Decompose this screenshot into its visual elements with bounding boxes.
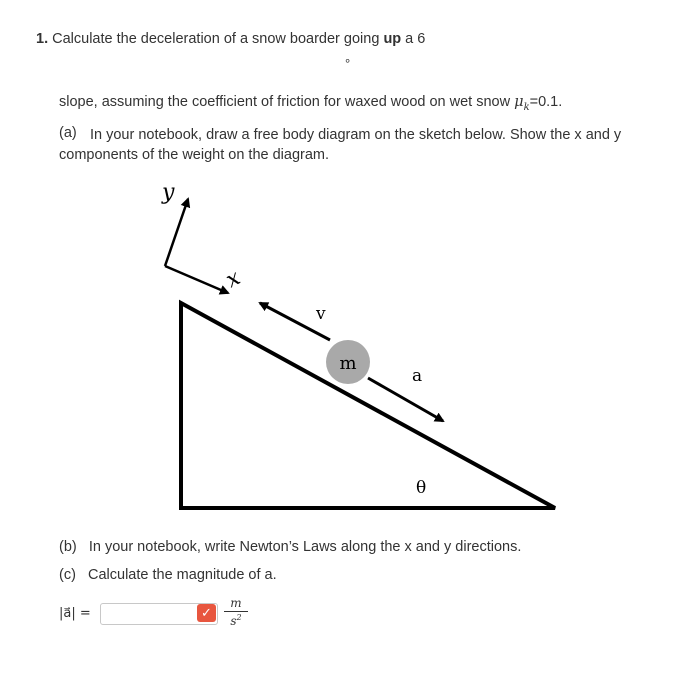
incline-diagram: [150, 175, 570, 520]
x-axis-label: x: [221, 265, 245, 294]
part-a-text: [59, 125, 659, 165]
question-number: 1.: [36, 31, 49, 47]
question-line-1: [36, 31, 425, 47]
mass-label: m: [339, 353, 357, 374]
mu-symbol: μ: [514, 94, 524, 110]
answer-label: |a⃗| =: [59, 606, 91, 621]
part-c-text: Calculate the magnitude of a.: [88, 567, 277, 583]
part-c: [59, 567, 277, 583]
question-text-1-end: a 6: [401, 31, 426, 47]
velocity-label: v: [316, 304, 326, 324]
angle-label: θ: [416, 478, 427, 498]
incline-triangle: [181, 303, 555, 508]
acceleration-arrow: [368, 378, 443, 421]
unit-denominator-base: s: [230, 614, 237, 628]
part-b-text: In your notebook, write Newton’s Laws along the x and y directions.: [88, 539, 522, 555]
mu-subscript: k: [523, 102, 530, 113]
unit-denominator: [224, 612, 248, 628]
part-c-label: (c): [59, 567, 76, 583]
question-bold-word: up: [383, 31, 402, 47]
question-text-1: Calculate the deceleration of a snow boarder going: [52, 31, 384, 47]
x-axis-arrow: [165, 266, 228, 293]
part-a-label: (a): [59, 125, 77, 141]
y-axis-arrow: [165, 199, 188, 266]
acceleration-label: a: [412, 366, 423, 386]
mu-value: =0.1.: [529, 94, 563, 110]
question-text-2: slope, assuming the coefficient of friction for waxed wood on wet snow: [59, 94, 515, 110]
unit-numerator: m: [224, 596, 248, 612]
part-a-text-content: In your notebook, draw a free body diagram on the sketch below. Show the x and y components of the weight on the diagram.: [59, 127, 622, 163]
degree-symbol: °: [345, 56, 351, 71]
check-icon[interactable]: ✓: [197, 604, 216, 622]
unit-fraction: [224, 596, 248, 628]
unit-exponent: 2: [236, 613, 242, 622]
y-axis-label: y: [162, 180, 175, 205]
part-b: [59, 539, 521, 555]
part-b-label: (b): [59, 539, 77, 555]
question-line-2: [59, 94, 562, 113]
